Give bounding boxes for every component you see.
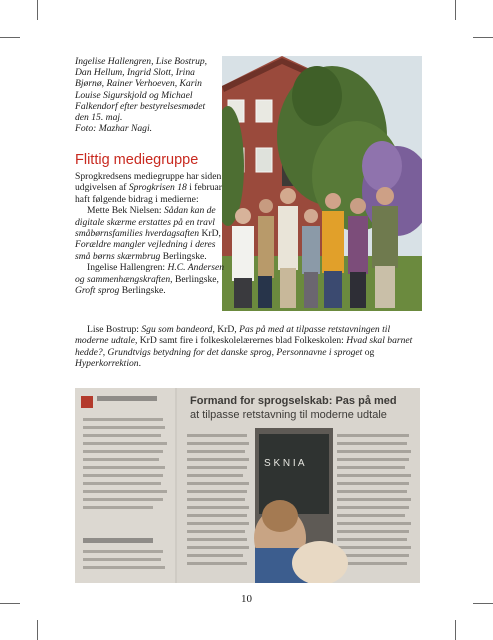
text-run: , KrD, xyxy=(212,324,240,335)
article-column xyxy=(75,171,225,296)
text-run: , Berlingske, xyxy=(170,273,219,285)
caption-line: Louise Sigurskjold og Michael xyxy=(75,89,193,101)
crop-mark xyxy=(0,37,20,38)
article-title: Sgu som bandeord xyxy=(141,324,213,335)
article-title: Groft sprog xyxy=(75,285,120,297)
article-title: Forældre mangler vejledning i deres små børns skærmbrug xyxy=(75,239,216,262)
text-run: . xyxy=(138,358,141,370)
caption-line: Foto: Mazhar Nagi. xyxy=(75,123,153,135)
article-intro xyxy=(75,171,225,205)
newspaper-photo xyxy=(75,388,420,583)
article-wide xyxy=(75,324,420,370)
text-run: Berlingske. xyxy=(160,250,207,262)
crop-mark xyxy=(455,620,456,640)
article-heading: Flittig mediegruppe xyxy=(75,152,199,168)
text-run: i februar haft følgende bidrag i medierne: xyxy=(75,182,223,205)
publication-title: Sprogkrisen 18 xyxy=(128,182,187,194)
text-run: Sprogkredsens mediegruppe har siden udgivelsen af xyxy=(75,171,222,194)
article-title: Grundtvigs betydning for det danske sprog xyxy=(107,346,272,358)
caption-line: Falkendorf efter bestyrelsesmødet xyxy=(75,100,206,112)
author-name: Lise Bostrup: xyxy=(87,324,142,335)
chalkboard-text: S K N I A xyxy=(264,458,305,469)
text-run: , KrD samt fire i folkeskolelærernes blad Folkeskolen: xyxy=(134,335,347,347)
caption-line: Dan Hellum, Ingrid Slott, Irina xyxy=(75,67,195,79)
article-title: Pas på med at tilpasse retstavningen til moderne udtale xyxy=(75,324,391,347)
article-title: H.C. Andersen og sammenhængskraften xyxy=(75,262,225,285)
author-name: Mette Bek Nielsen: xyxy=(87,205,164,217)
caption-line: Ingelise Hallengren, Lise Bostrup, xyxy=(75,56,208,67)
caption-line: Bjørnø, Rainer Verhoeven, Karin xyxy=(75,78,202,90)
crop-mark xyxy=(473,37,493,38)
group-photo xyxy=(222,56,422,311)
article-title: Hyperkorrektion xyxy=(75,358,139,370)
contribution-ingelise xyxy=(75,262,225,296)
crop-mark xyxy=(37,620,38,640)
author-name: Ingelise Hallengren: xyxy=(87,262,168,274)
photo-caption xyxy=(75,56,225,134)
text-run: , xyxy=(271,346,277,358)
crop-mark xyxy=(455,0,456,20)
article-title: Sådan kan de digitale skærme erstattes på en travl småbørnsfamilies hverdagsaften xyxy=(75,205,216,240)
clipping-headline: at tilpasse retstavning til moderne udtale xyxy=(190,409,387,421)
text-run: og xyxy=(362,346,375,358)
page-number: 10 xyxy=(241,593,252,605)
contribution-mette xyxy=(75,205,225,262)
article-title: Personnavne i sproget xyxy=(276,346,363,358)
clipping-headline: Formand for sprogselskab: Pas på med xyxy=(190,395,397,407)
text-run: , xyxy=(102,346,108,358)
crop-mark xyxy=(37,0,38,20)
text-run: KrD, xyxy=(199,228,221,240)
caption-line: den 15. maj. xyxy=(75,112,123,124)
text-run: Berlingske. xyxy=(119,285,166,297)
contribution-lise xyxy=(75,324,420,370)
article-title: Hvad skal barnet hedde? xyxy=(75,335,413,358)
